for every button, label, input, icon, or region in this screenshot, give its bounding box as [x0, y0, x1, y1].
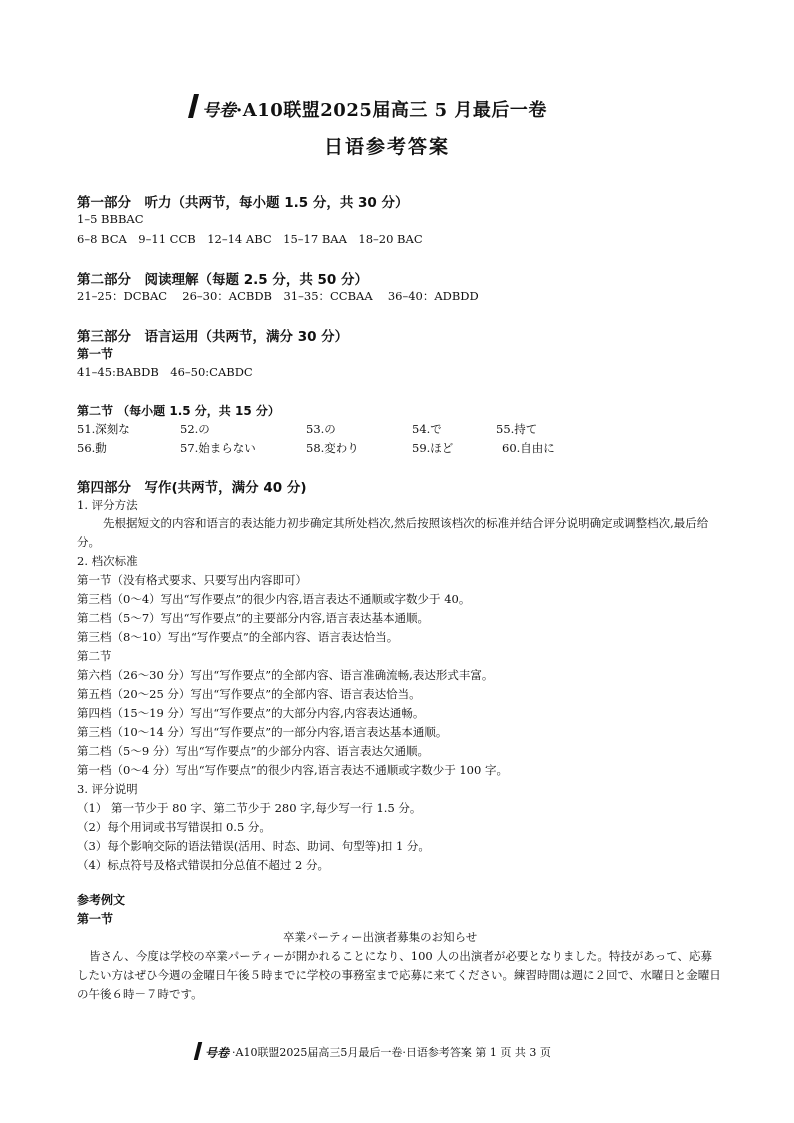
part1-heading: 第一部分 听力（共两节，每小题 1.5 分，共 30 分） [77, 195, 409, 211]
essay-body: 皆さん、今度は学校の卒業パーティーが開かれることになり、100 人の出演者が必要となりました。特技があって、応募したい方はぜひ今週の金曜日午後５時までに学校の事務室まで応募に来てください。練習時間は週に２回で、水曜日と金曜日の午後６時－７時です。 [77, 949, 721, 1001]
grade-line: 第二节 [77, 649, 112, 663]
answer-cell: 54.で [412, 422, 442, 436]
grade-line: 第二档（5～7）写出“写作要点”的主要部分内容,语言表达基本通顺。 [77, 611, 430, 625]
scoring-note: （4）标点符号及格式错误扣分总值不超过 2 分。 [77, 858, 329, 872]
part1-answers-1: 1–5 BBBAC [77, 212, 144, 226]
scoring-notes-title: 3. 评分说明 [77, 782, 138, 796]
answer-cell: 56.動 [77, 441, 107, 455]
answer-cell: 55.持て [496, 422, 538, 436]
part2-answers: 21–25：DCBAC 26–30：ACBDB 31–35：CCBAA 36–40：ADBDD [77, 289, 479, 303]
answer-cell: 57.始まらない [180, 441, 256, 455]
footer-logo-mark-icon [194, 1042, 202, 1060]
brand-logo-mark-icon [188, 94, 199, 118]
part4-heading: 第四部分 写作(共两节，满分 40 分) [77, 480, 307, 496]
grade-line: 第五档（20～25 分）写出“写作要点”的全部内容、语言表达恰当。 [77, 687, 421, 701]
answer-cell: 59.ほど [412, 441, 454, 455]
essay-title: 卒業パーティー出演者募集のお知らせ [283, 930, 478, 944]
brand-logo-text: 号卷 [202, 101, 236, 121]
part3-section2-label: 第二节 （每小题 1.5 分，共 15 分） [77, 404, 280, 418]
part3-section1-label: 第一节 [77, 347, 114, 361]
grade-line: 第三档（10～14 分）写出“写作要点”的一部分内容,语言表达基本通顺。 [77, 725, 448, 739]
scoring-note: （1） 第一节少于 80 字、第二节少于 280 字,每少写一行 1.5 分。 [77, 801, 422, 815]
page-footer-text: ·A10联盟2025届高三5月最后一卷·日语参考答案 第 1 页 共 3 页 [232, 1046, 551, 1059]
grade-standards-title: 2. 档次标准 [77, 554, 138, 568]
grade-line: 第六档（26～30 分）写出“写作要点”的全部内容、语言准确流畅,表达形式丰富。 [77, 668, 494, 682]
part2-heading: 第二部分 阅读理解（每题 2.5 分，共 50 分） [77, 272, 369, 288]
answer-cell: 52.の [180, 422, 210, 436]
part3-heading: 第三部分 语言运用（共两节，满分 30 分） [77, 329, 349, 345]
document-title: ·A10联盟2025届高三 5 月最后一卷 [236, 100, 547, 121]
grade-line: 第二档（5～9 分）写出“写作要点”的少部分内容、语言表达欠通顺。 [77, 744, 430, 758]
answer-cell: 53.の [306, 422, 336, 436]
footer-logo-text: 号卷 [205, 1046, 230, 1060]
scoring-method-title: 1. 评分方法 [77, 498, 138, 512]
part1-answers-2: 6–8 BCA 9–11 CCB 12–14 ABC 15–17 BAA 18–20 BAC [77, 232, 423, 246]
sample-section1-label: 第一节 [77, 912, 114, 926]
grade-line: 第一节（没有格式要求、只要写出内容即可） [77, 573, 307, 587]
document-subtitle: 日语参考答案 [324, 136, 451, 158]
grade-line: 第四档（15～19 分）写出“写作要点”的大部分内容,内容表达通畅。 [77, 706, 425, 720]
scoring-method-body: 先根据短文的内容和语言的表达能力初步确定其所处档次,然后按照该档次的标准并结合评分说明确定或调整档次,最后给分。 [77, 516, 709, 549]
grade-line: 第一档（0～4 分）写出“写作要点”的很少内容,语言表达不通顺或字数少于 100 字。 [77, 763, 508, 777]
answer-cell: 51.深刻な [77, 422, 130, 436]
sample-essay-heading: 参考例文 [77, 893, 126, 907]
answer-cell: 58.変わり [306, 441, 359, 455]
scoring-note: （2）每个用词或书写错误扣 0.5 分。 [77, 820, 271, 834]
part3-section1-answers: 41–45:BABDB 46–50:CABDC [77, 365, 253, 379]
grade-line: 第三档（0～4）写出“写作要点”的很少内容,语言表达不通顺或字数少于 40。 [77, 592, 471, 606]
scoring-note: （3）每个影响交际的语法错误(活用、时态、助词、句型等)扣 1 分。 [77, 839, 430, 853]
grade-line: 第三档（8～10）写出“写作要点”的全部内容、语言表达恰当。 [77, 630, 399, 644]
answer-cell: 60.自由に [502, 441, 555, 455]
